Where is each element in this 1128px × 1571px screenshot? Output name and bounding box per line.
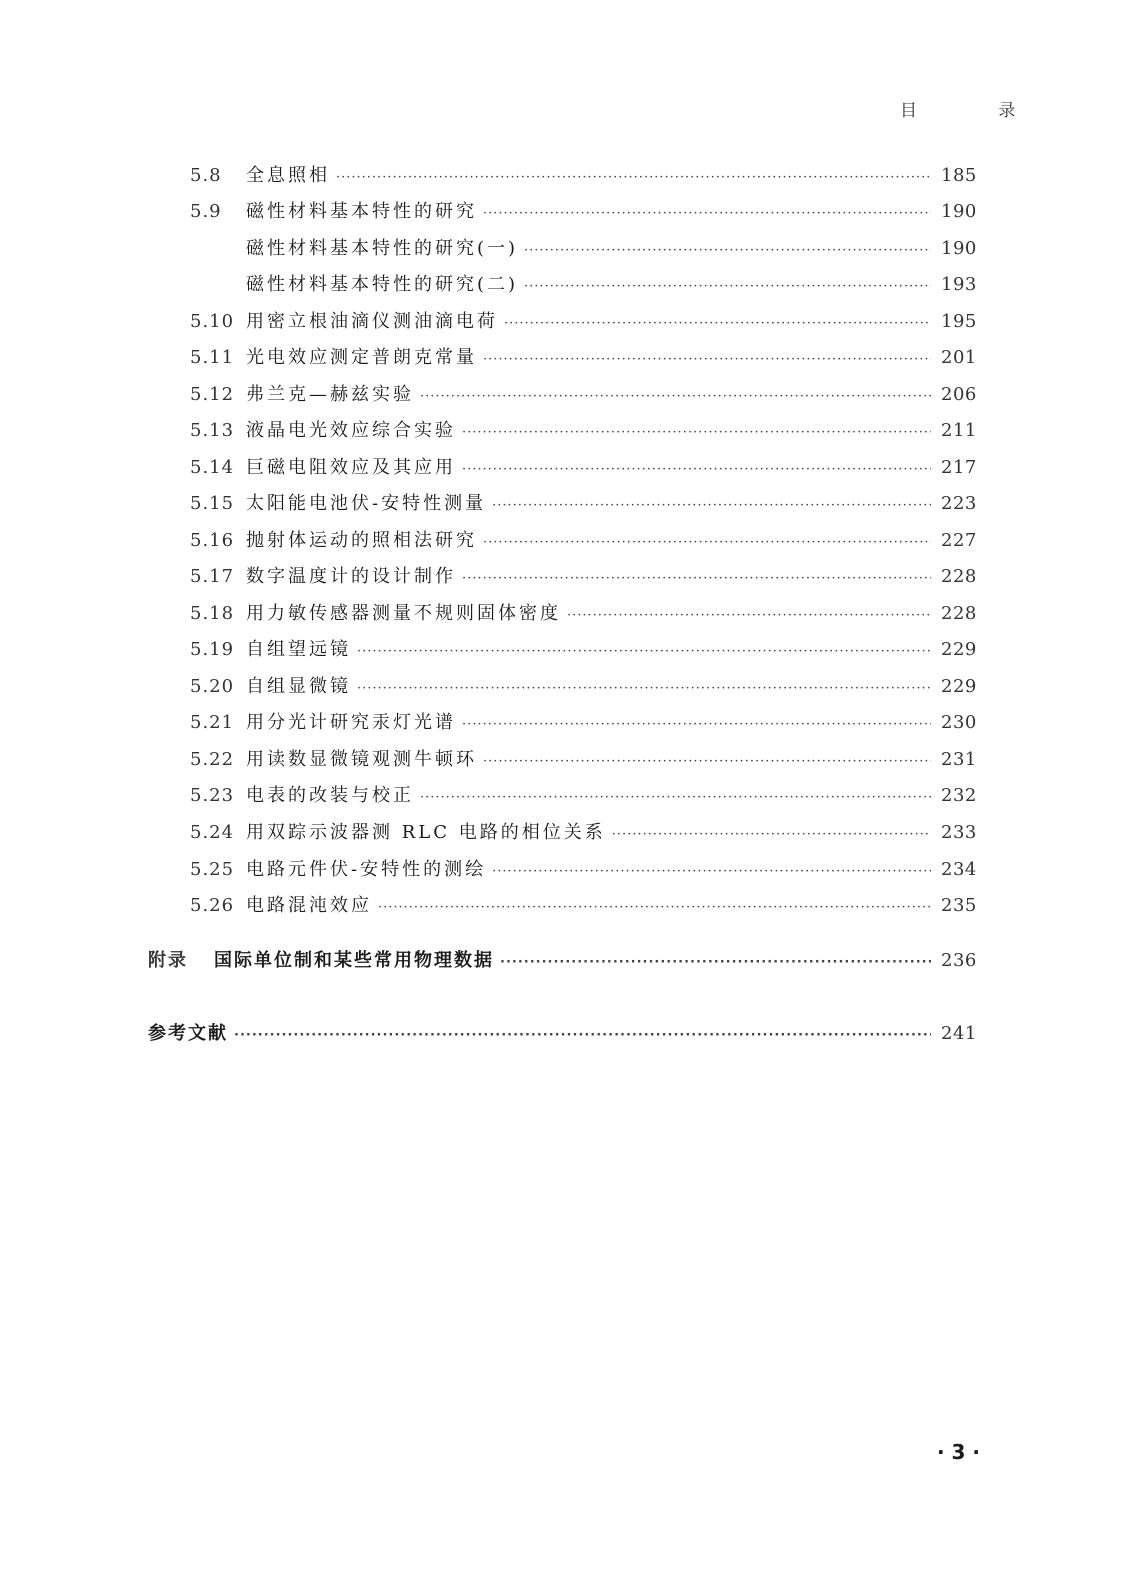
toc-entry	[190, 343, 975, 373]
section-number: 5.21	[190, 712, 235, 733]
section-number: 5.16	[190, 530, 235, 551]
toc-entry	[190, 562, 975, 592]
section-number: 5.11	[190, 347, 235, 368]
section-title: 电路混沌效应	[246, 895, 372, 916]
section-title: 磁性材料基本特性的研究(一)	[246, 238, 519, 259]
page-ref: 234	[941, 859, 977, 880]
appendix-title: 国际单位制和某些常用物理数据	[214, 950, 494, 971]
section-number: 5.24	[190, 822, 235, 843]
section-title: 电表的改装与校正	[246, 785, 414, 806]
appendix-label: 附录	[148, 950, 188, 971]
toc-subentry	[190, 234, 975, 264]
page-ref: 229	[941, 639, 977, 660]
section-title: 自组望远镜	[246, 639, 351, 660]
page-ref: 228	[941, 566, 977, 587]
section-title: 用力敏传感器测量不规则固体密度	[246, 603, 561, 624]
toc-entry	[190, 708, 975, 738]
section-number: 5.14	[190, 457, 235, 478]
page-ref: 223	[941, 493, 977, 514]
toc-entry	[190, 855, 975, 885]
references-title: 参考文献	[148, 1023, 228, 1044]
toc-references	[148, 1019, 975, 1049]
page-ref: 229	[941, 676, 977, 697]
dot-leader	[483, 528, 931, 558]
section-title: 用读数显微镜观测牛顿环	[246, 749, 477, 770]
section-title: 抛射体运动的照相法研究	[246, 530, 477, 551]
dot-leader	[462, 418, 931, 448]
section-title: 磁性材料基本特性的研究	[246, 201, 477, 222]
dot-leader	[378, 893, 931, 923]
dot-leader	[420, 382, 931, 412]
page-ref: 201	[941, 347, 977, 368]
toc-appendix	[148, 946, 975, 976]
dot-leader	[500, 948, 931, 978]
section-title: 用分光计研究汞灯光谱	[246, 712, 456, 733]
dot-leader	[234, 1021, 931, 1051]
dot-leader	[567, 601, 931, 631]
dot-leader	[492, 491, 931, 521]
dot-leader	[524, 272, 931, 302]
toc-entry	[190, 453, 975, 483]
toc-entry	[190, 635, 975, 665]
toc-entry	[190, 161, 975, 191]
section-title: 数字温度计的设计制作	[246, 566, 456, 587]
dot-leader	[492, 857, 931, 887]
dot-leader	[357, 637, 931, 667]
section-title: 光电效应测定普朗克常量	[246, 347, 477, 368]
toc-entry	[190, 307, 975, 337]
toc-entry	[190, 526, 975, 556]
section-number: 5.17	[190, 566, 235, 587]
dot-leader	[483, 199, 931, 229]
page-ref: 211	[941, 420, 977, 441]
section-number: 5.25	[190, 859, 235, 880]
dot-leader	[483, 747, 931, 777]
section-number: 5.26	[190, 895, 235, 916]
section-title: 巨磁电阻效应及其应用	[246, 457, 456, 478]
section-number: 5.19	[190, 639, 235, 660]
page-ref: 233	[941, 822, 977, 843]
section-title: 太阳能电池伏-安特性测量	[246, 493, 487, 514]
section-title: 自组显微镜	[246, 676, 351, 697]
section-title: 磁性材料基本特性的研究(二)	[246, 274, 519, 295]
toc-entry	[190, 672, 975, 702]
dot-leader	[504, 309, 931, 339]
toc-entry	[190, 380, 975, 410]
section-number: 5.18	[190, 603, 235, 624]
section-number: 5.22	[190, 749, 235, 770]
dot-leader	[462, 455, 931, 485]
page-ref: 241	[941, 1023, 977, 1044]
toc-entry	[190, 781, 975, 811]
page-ref: 232	[941, 785, 977, 806]
page-ref: 231	[941, 749, 977, 770]
section-title: 用双踪示波器测 RLC 电路的相位关系	[246, 822, 606, 843]
page-ref: 185	[941, 165, 977, 186]
page-ref: 227	[941, 530, 977, 551]
section-title: 全息照相	[246, 165, 330, 186]
section-title: 用密立根油滴仪测油滴电荷	[246, 311, 498, 332]
dot-leader	[462, 710, 931, 740]
page-ref: 190	[941, 238, 977, 259]
toc-entry	[190, 818, 975, 848]
section-number: 5.12	[190, 384, 235, 405]
section-title: 电路元件伏-安特性的测绘	[246, 859, 487, 880]
section-number: 5.20	[190, 676, 235, 697]
page-ref: 230	[941, 712, 977, 733]
toc-entry	[190, 891, 975, 921]
section-number: 5.23	[190, 785, 235, 806]
section-number: 5.9	[190, 201, 222, 222]
section-number: 5.13	[190, 420, 235, 441]
dot-leader	[483, 345, 931, 375]
dot-leader	[524, 236, 931, 266]
section-title: 液晶电光效应综合实验	[246, 420, 456, 441]
page-ref: 206	[941, 384, 977, 405]
section-number: 5.15	[190, 493, 235, 514]
toc-entry	[190, 197, 975, 227]
dot-leader	[357, 674, 931, 704]
dot-leader	[462, 564, 931, 594]
running-header: 目 录	[900, 101, 1054, 121]
page-ref: 217	[941, 457, 977, 478]
page-ref: 193	[941, 274, 977, 295]
toc-entry	[190, 745, 975, 775]
section-number: 5.8	[190, 165, 222, 186]
toc-subentry	[190, 270, 975, 300]
toc-entry	[190, 416, 975, 446]
dot-leader	[420, 783, 931, 813]
toc-entry	[190, 599, 975, 629]
dot-leader	[336, 163, 931, 193]
section-title: 弗兰克—赫兹实验	[246, 384, 414, 405]
dot-leader	[612, 820, 931, 850]
page-ref: 236	[941, 950, 977, 971]
page-ref: 235	[941, 895, 977, 916]
page-ref: 195	[941, 311, 977, 332]
page-number: · 3 ·	[936, 1440, 980, 1464]
page-ref: 228	[941, 603, 977, 624]
section-number: 5.10	[190, 311, 235, 332]
toc-entry	[190, 489, 975, 519]
page-ref: 190	[941, 201, 977, 222]
